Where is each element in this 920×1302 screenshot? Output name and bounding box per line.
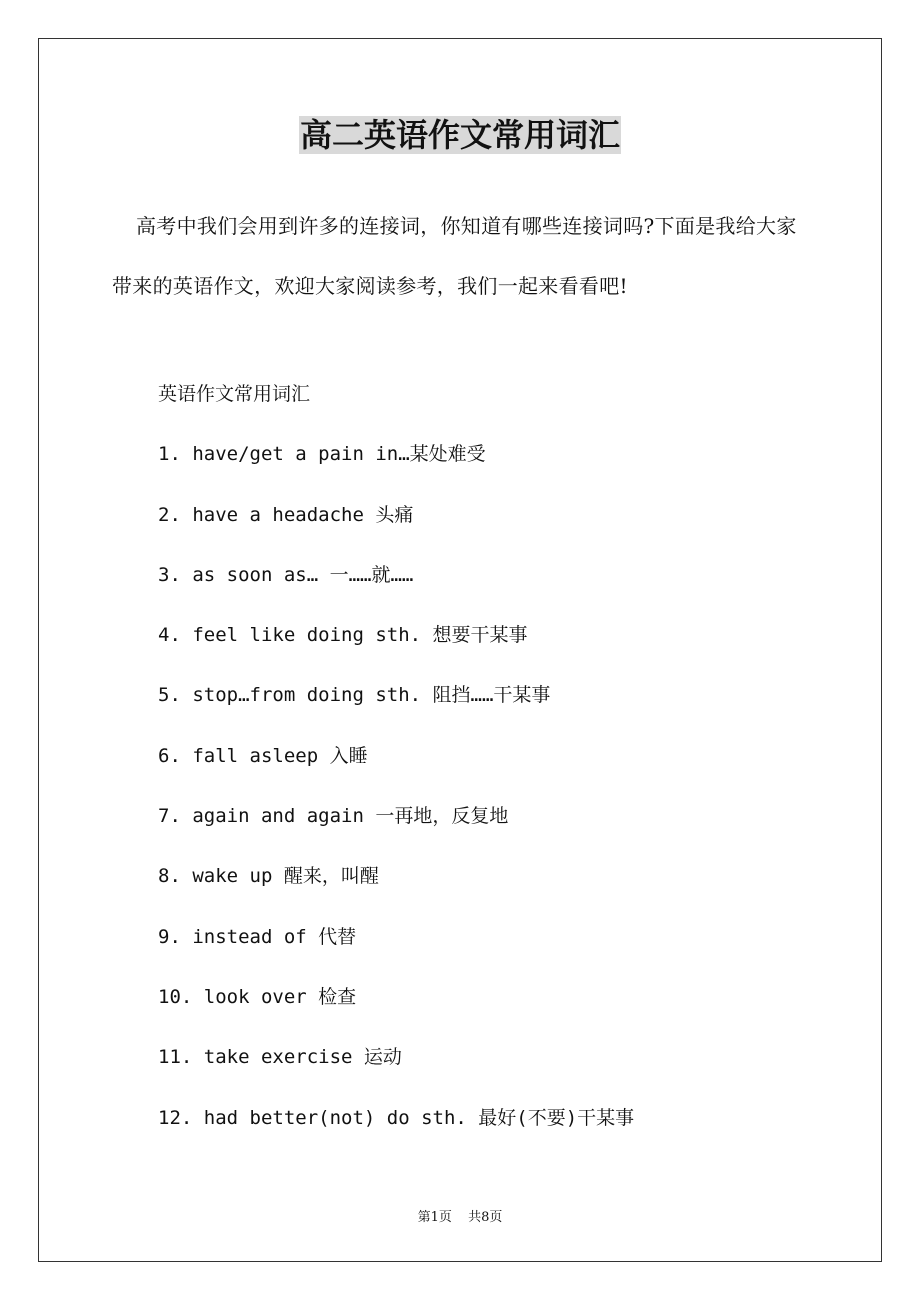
page-footer — [0, 1206, 920, 1225]
list-item: 6. fall asleep 入睡 — [158, 744, 368, 767]
intro-paragraph: 高考中我们会用到许多的连接词，你知道有哪些连接词吗?下面是我给大家带来的英语作文，欢迎大家阅读参考，我们一起来看看吧! — [112, 214, 797, 298]
vocabulary-list — [158, 364, 818, 1148]
list-item: 8. wake up 醒来，叫醒 — [158, 865, 379, 888]
list-item: 3. as soon as… 一……就…… — [158, 563, 414, 586]
document-title — [0, 112, 920, 158]
section-heading: 英语作文常用词汇 — [158, 383, 311, 405]
title-text: 高二英语作文常用词汇 — [299, 116, 620, 154]
list-item: 5. stop…from doing sth. 阻挡……干某事 — [158, 684, 551, 707]
list-item: 4. feel like doing sth. 想要干某事 — [158, 624, 528, 647]
list-item: 12. had better(not) do sth. 最好(不要)干某事 — [158, 1106, 635, 1129]
list-item: 10. look over 检查 — [158, 985, 357, 1008]
list-item: 7. again and again 一再地，反复地 — [158, 805, 509, 828]
list-item: 2. have a headache 头痛 — [158, 503, 414, 526]
page-total: 共8页 — [468, 1210, 503, 1225]
list-item: 1. have/get a pain in…某处难受 — [158, 443, 486, 466]
list-item: 11. take exercise 运动 — [158, 1046, 402, 1069]
page-number: 第1页 — [417, 1210, 452, 1225]
list-item: 9. instead of 代替 — [158, 925, 357, 948]
